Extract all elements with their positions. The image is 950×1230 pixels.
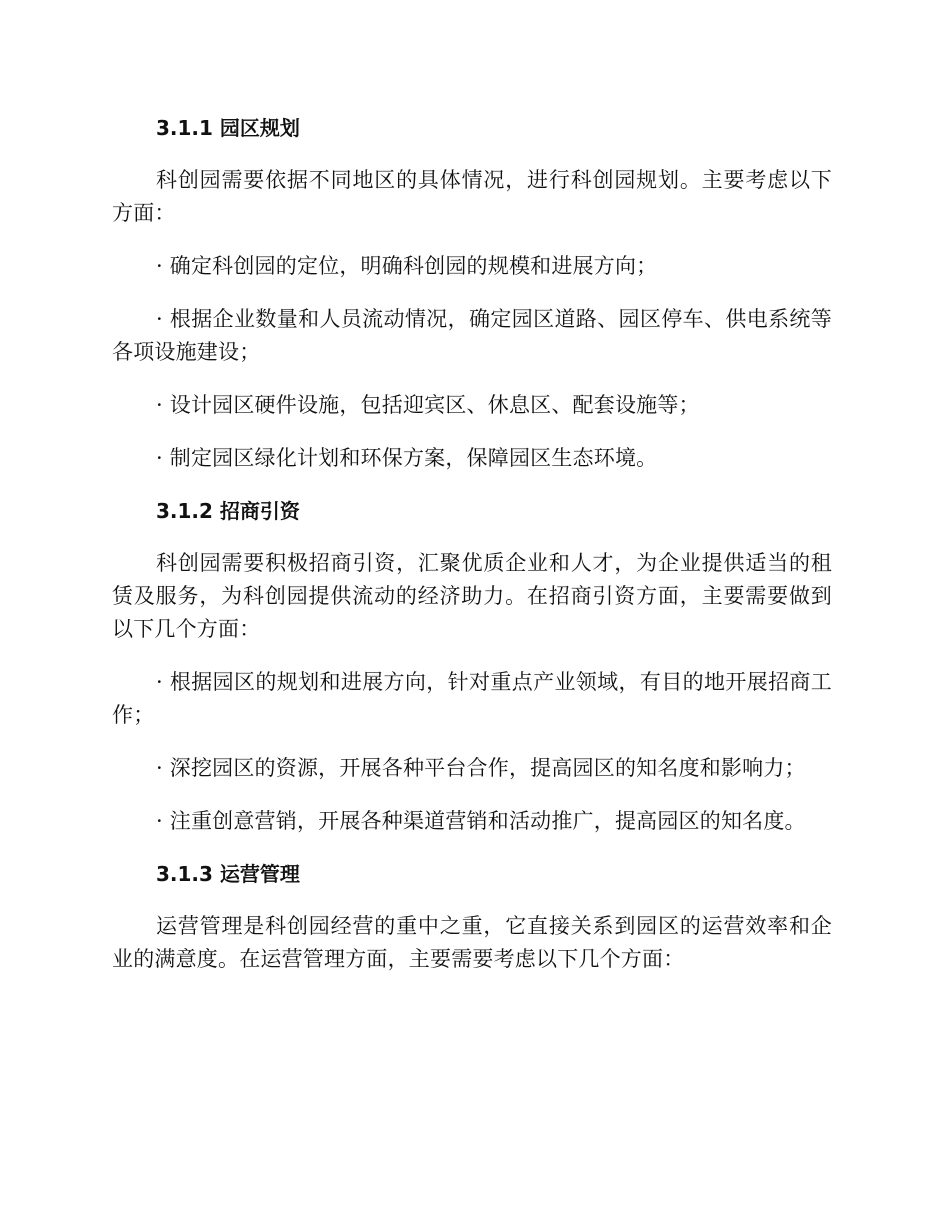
section-intro-investment-attraction: 科创园需要积极招商引资，汇聚优质企业和人才，为企业提供适当的租赁及服务，为科创园提供流动的经济助力。在招商引资方面，主要需要做到以下几个方面： [112, 551, 832, 641]
bullet-item: · 制定园区绿化计划和环保方案，保障园区生态环境。 [156, 446, 658, 470]
section-intro-operations-management: 运营管理是科创园经营的重中之重，它直接关系到园区的运营效率和企业的满意度。在运营管理方面，主要需要考虑以下几个方面： [112, 914, 832, 971]
bullet-item: · 设计园区硬件设施，包括迎宾区、休息区、配套设施等； [156, 393, 700, 417]
section-heading-park-planning: 3.1.1 园区规划 [156, 116, 300, 140]
bullet-item: · 根据企业数量和人员流动情况，确定园区道路、园区停车、供电系统等各项设施建设； [112, 307, 832, 364]
bullet-item: · 注重创意营销，开展各种渠道营销和活动推广，提高园区的知名度。 [156, 809, 806, 833]
section-heading-operations-management: 3.1.3 运营管理 [156, 862, 300, 886]
bullet-item: · 根据园区的规划和进展方向，针对重点产业领域，有目的地开展招商工作； [112, 670, 832, 727]
section-intro-park-planning: 科创园需要依据不同地区的具体情况，进行科创园规划。主要考虑以下方面： [112, 168, 832, 225]
bullet-item: · 深挖园区的资源，开展各种平台合作，提高园区的知名度和影响力； [156, 756, 806, 780]
section-heading-investment-attraction: 3.1.2 招商引资 [156, 499, 300, 523]
document-body [112, 112, 832, 996]
bullet-item: · 确定科创园的定位，明确科创园的规模和进展方向； [156, 254, 658, 278]
